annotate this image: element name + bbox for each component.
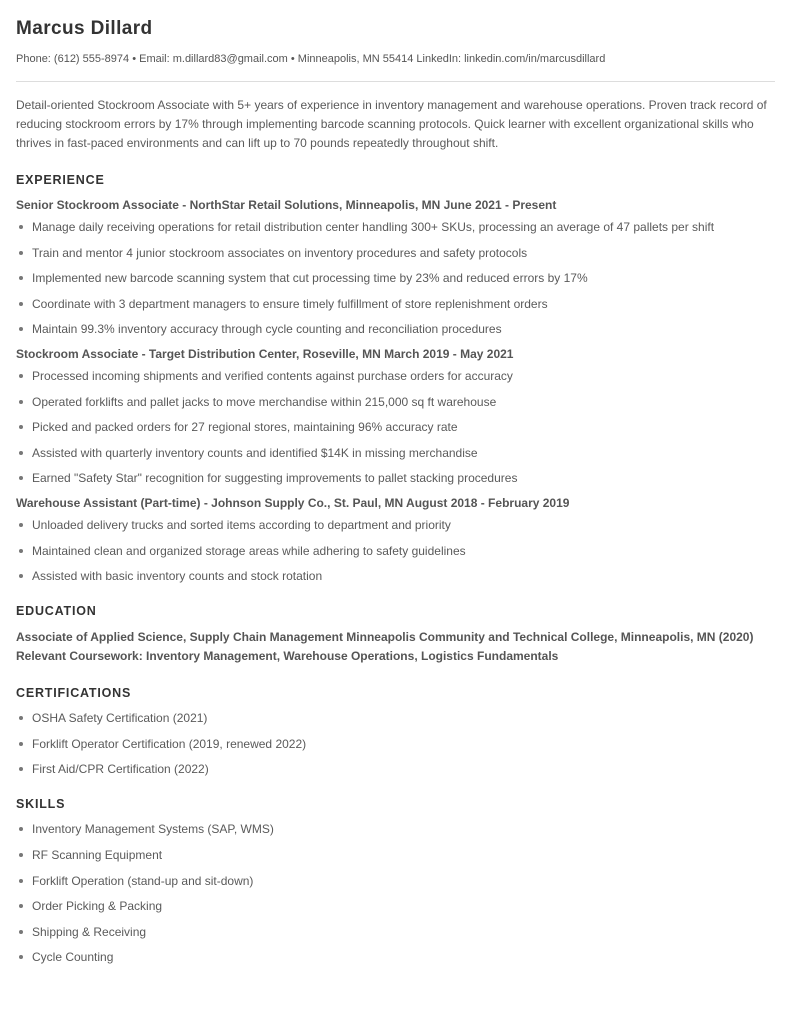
job-heading: Senior Stockroom Associate - NorthStar Retail Solutions, Minneapolis, MN June 2021 - Present <box>16 198 557 212</box>
section-title-certifications: CERTIFICATIONS <box>16 686 132 701</box>
education-entry: Associate of Applied Science, Supply Chain Management Minneapolis Community and Technical College, Minneapolis, MN (2020) Relevant Coursework: Inventory Management, Warehouse Operations, Logistics Fundamentals <box>16 630 754 664</box>
list-item: Implemented new barcode scanning system that cut processing time by 23% and reduced errors by 17% <box>16 270 775 286</box>
contact-line: Phone: (612) 555-8974 • Email: m.dillard83@gmail.com • Minneapolis, MN 55414 LinkedIn: linkedin.com/in/marcusdillard <box>16 53 606 65</box>
list-item: Shipping & Receiving <box>16 924 775 940</box>
list-item: Assisted with quarterly inventory counts and identified $14K in missing merchandise <box>16 445 775 461</box>
job-heading: Stockroom Associate - Target Distribution Center, Roseville, MN March 2019 - May 2021 <box>16 346 514 361</box>
list-item: Inventory Management Systems (SAP, WMS) <box>16 821 775 837</box>
list-item: Picked and packed orders for 27 regional stores, maintaining 96% accuracy rate <box>16 419 775 435</box>
section-title-education: EDUCATION <box>16 604 97 619</box>
list-item: Maintain 99.3% inventory accuracy through cycle counting and reconciliation procedures <box>16 321 775 337</box>
job-entry <box>16 495 775 584</box>
list-item: Maintained clean and organized storage areas while adhering to safety guidelines <box>16 543 775 559</box>
candidate-name: Marcus Dillard <box>16 18 153 39</box>
list-item: RF Scanning Equipment <box>16 847 775 863</box>
job-heading: Warehouse Assistant (Part-time) - Johnson Supply Co., St. Paul, MN August 2018 - February 2019 <box>16 495 570 510</box>
list-item: Forklift Operator Certification (2019, renewed 2022) <box>16 736 775 752</box>
list-item: Unloaded delivery trucks and sorted items according to department and priority <box>16 517 775 533</box>
job-bullets <box>16 219 775 337</box>
list-item: Cycle Counting <box>16 949 775 965</box>
list-item: Operated forklifts and pallet jacks to move merchandise within 215,000 sq ft warehouse <box>16 394 775 410</box>
skills-list <box>16 821 775 965</box>
professional-summary: Detail-oriented Stockroom Associate with 5+ years of experience in inventory management and warehouse operations. Proven track record of reducing stockroom errors by 17% through implementing barcode scanning protocols. Quick learner with excellent organizational skills who thrives in fast-paced environments and can lift up to 70 pounds repeatedly throughout shift. <box>16 98 767 150</box>
list-item: Order Picking & Packing <box>16 898 775 914</box>
list-item: Processed incoming shipments and verified contents against purchase orders for accuracy <box>16 368 775 384</box>
list-item: OSHA Safety Certification (2021) <box>16 710 775 726</box>
list-item: First Aid/CPR Certification (2022) <box>16 761 775 777</box>
list-item: Coordinate with 3 department managers to ensure timely fulfillment of store replenishment orders <box>16 296 775 312</box>
job-bullets <box>16 368 775 486</box>
section-title-experience: EXPERIENCE <box>16 173 105 187</box>
list-item: Manage daily receiving operations for retail distribution center handling 300+ SKUs, processing an average of 47 pallets per shift <box>16 219 775 235</box>
list-item: Train and mentor 4 junior stockroom associates on inventory procedures and safety protocols <box>16 245 775 261</box>
list-item: Assisted with basic inventory counts and stock rotation <box>16 568 775 584</box>
list-item: Forklift Operation (stand-up and sit-down) <box>16 873 775 889</box>
header-divider <box>16 81 775 82</box>
section-title-skills: SKILLS <box>16 797 66 812</box>
list-item: Earned "Safety Star" recognition for suggesting improvements to pallet stacking procedures <box>16 470 775 486</box>
certifications-list <box>16 710 775 777</box>
job-entry <box>16 197 775 337</box>
job-bullets <box>16 517 775 584</box>
job-entry <box>16 346 775 486</box>
